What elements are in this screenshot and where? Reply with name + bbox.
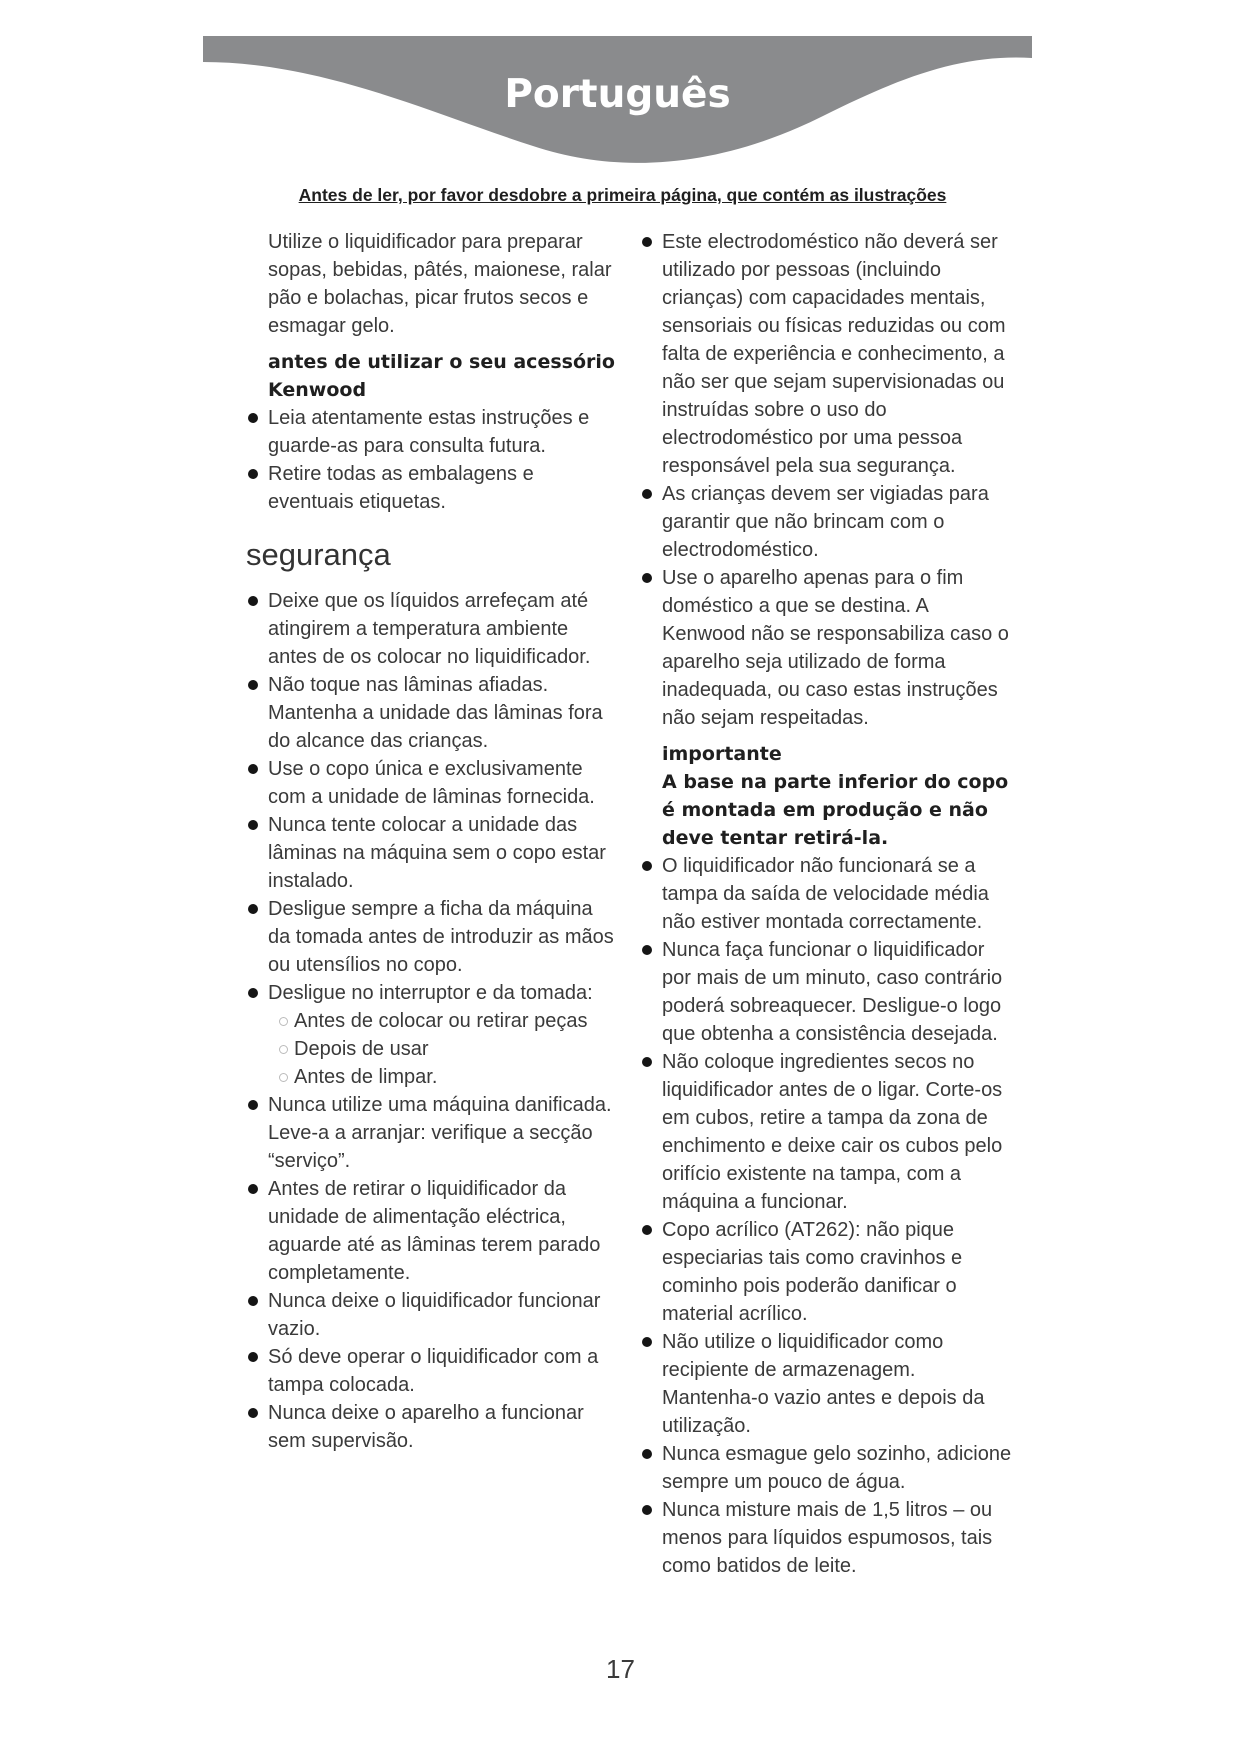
header-banner bbox=[203, 36, 1032, 176]
list-item-switch-off bbox=[268, 979, 620, 1091]
list-item: Copo acrílico (AT262): não pique especiarias tais como cravinhos e cominho pois poderão danificar o material acrílico. bbox=[662, 1216, 1012, 1328]
list-item: Nunca misture mais de 1,5 litros – ou menos para líquidos espumosos, tais como batidos de leite. bbox=[662, 1496, 1012, 1580]
list-item: O liquidificador não funcionará se a tampa da saída de velocidade média não estiver montada correctamente. bbox=[662, 852, 1012, 936]
list-item: Nunca deixe o aparelho a funcionar sem supervisão. bbox=[268, 1399, 620, 1455]
list-item: Não toque nas lâminas afiadas. Mantenha a unidade das lâminas fora do alcance das crianças. bbox=[268, 671, 620, 755]
before-use-list bbox=[268, 404, 620, 516]
list-item: Nunca tente colocar a unidade das lâminas na máquina sem o copo estar instalado. bbox=[268, 811, 620, 895]
list-item: Nunca faça funcionar o liquidificador por mais de um minuto, caso contrário poderá sobreaquecer. Desligue-o logo que obtenha a consistência desejada. bbox=[662, 936, 1012, 1048]
page-number: 17 bbox=[606, 1654, 635, 1684]
left-column bbox=[246, 228, 620, 1455]
safety-list-continued bbox=[662, 228, 1012, 732]
switch-off-sublist bbox=[268, 1007, 620, 1091]
list-item: Só deve operar o liquidificador com a tampa colocada. bbox=[268, 1343, 620, 1399]
list-item: Use o aparelho apenas para o fim doméstico a que se destina. A Kenwood não se responsabiliza caso o aparelho seja utilizado de forma inadequada, ou caso estas instruções não sejam respeitadas. bbox=[662, 564, 1012, 732]
list-item: Nunca esmague gelo sozinho, adicione sempre um pouco de água. bbox=[662, 1440, 1012, 1496]
fold-out-notice: Antes de ler, por favor desdobre a primeira página, que contém as ilustrações bbox=[298, 185, 947, 205]
sub-list-item: Antes de limpar. bbox=[278, 1063, 620, 1091]
list-item: Deixe que os líquidos arrefeçam até atingirem a temperatura ambiente antes de os colocar no liquidificador. bbox=[268, 587, 620, 671]
before-use-heading: antes de utilizar o seu acessório Kenwood bbox=[268, 351, 615, 401]
list-item: Não coloque ingredientes secos no liquidificador antes de o ligar. Corte-os em cubos, retire a tampa da zona de enchimento e deixe cair os cubos pelo orifício existente na tampa, com a máquina a funcionar. bbox=[662, 1048, 1012, 1216]
list-item: Não utilize o liquidificador como recipiente de armazenagem. Mantenha-o vazio antes e depois da utilização. bbox=[662, 1328, 1012, 1440]
list-item: Antes de retirar o liquidificador da unidade de alimentação eléctrica, aguarde até as lâminas terem parado completamente. bbox=[268, 1175, 620, 1287]
sub-list-item: Antes de colocar ou retirar peças bbox=[278, 1007, 620, 1035]
list-item-text: Desligue no interruptor e da tomada: bbox=[268, 982, 593, 1004]
list-item: Retire todas as embalagens e eventuais etiquetas. bbox=[268, 460, 620, 516]
list-item: As crianças devem ser vigiadas para garantir que não brincam com o electrodoméstico. bbox=[662, 480, 1012, 564]
important-note: A base na parte inferior do copo é montada em produção e não deve tentar retirá-la. bbox=[662, 771, 1009, 849]
safety-list bbox=[268, 587, 620, 1455]
list-item: Nunca deixe o liquidificador funcionar vazio. bbox=[268, 1287, 620, 1343]
sub-list-item: Depois de usar bbox=[278, 1035, 620, 1063]
important-heading: importante bbox=[662, 743, 782, 765]
list-item: Este electrodoméstico não deverá ser utilizado por pessoas (incluindo crianças) com capacidades mentais, sensoriais ou físicas reduzidas ou com falta de experiência e conhecimento, a não ser que sejam supervisionadas ou instruídas sobre o uso do electrodoméstico por uma pessoa responsável pela sua segurança. bbox=[662, 228, 1012, 480]
list-item: Leia atentamente estas instruções e guarde-as para consulta futura. bbox=[268, 404, 620, 460]
safety-heading: segurança bbox=[246, 537, 391, 572]
list-item: Use o copo única e exclusivamente com a unidade de lâminas fornecida. bbox=[268, 755, 620, 811]
right-column bbox=[662, 228, 1012, 1580]
important-list bbox=[662, 852, 1012, 1580]
page-title: Português bbox=[504, 72, 731, 117]
list-item: Desligue sempre a ficha da máquina da tomada antes de introduzir as mãos ou utensílios no copo. bbox=[268, 895, 620, 979]
list-item: Nunca utilize uma máquina danificada. Leve-a a arranjar: verifique a secção “serviço”. bbox=[268, 1091, 620, 1175]
intro-paragraph: Utilize o liquidificador para preparar sopas, bebidas, pâtés, maionese, ralar pão e bolachas, picar frutos secos e esmagar gelo. bbox=[268, 231, 612, 337]
